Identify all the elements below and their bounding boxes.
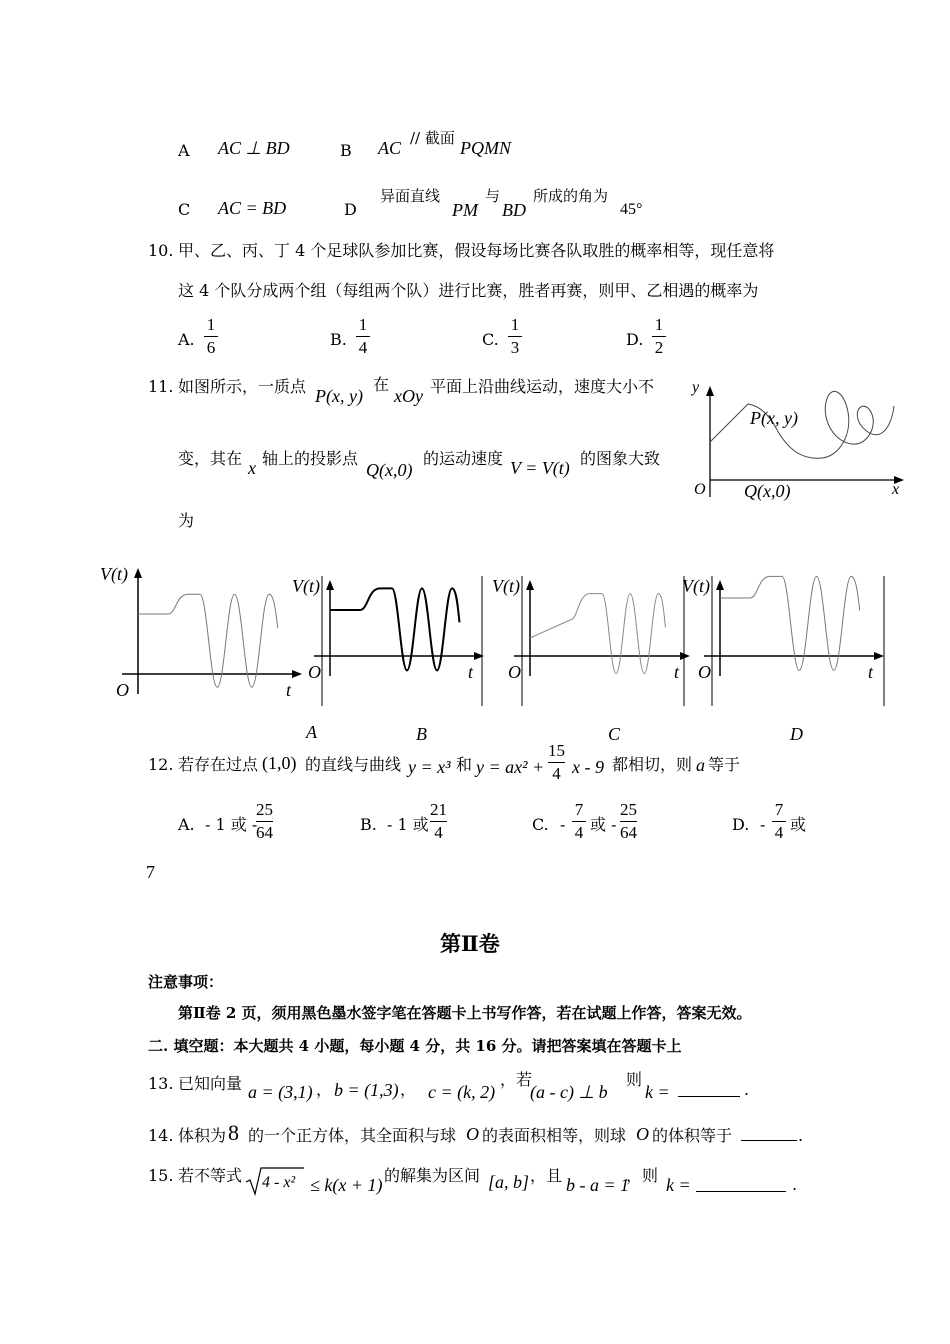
q14-t2: 的一个正方体，其全面积与球	[248, 1126, 457, 1145]
graph-x-arrow	[874, 652, 884, 660]
q11-m1: P(x, y)	[315, 386, 363, 406]
q11-curve	[710, 391, 894, 458]
q12-d-num: 7	[774, 800, 784, 819]
q14-m1: 8	[228, 1120, 239, 1145]
q13-t4: ，若	[500, 1070, 533, 1089]
q11-t5: 轴上的投影点	[262, 449, 359, 468]
graph-x-label: t	[868, 662, 874, 682]
graph-y-arrow	[526, 580, 534, 590]
q9-option-b-label: B	[340, 141, 352, 160]
q12-t1: 若存在过点	[178, 755, 259, 774]
graph-origin-label: O	[308, 662, 321, 682]
q15-t3: ，且	[530, 1166, 563, 1185]
q9-option-b-mid: // 截面	[410, 129, 455, 147]
q12-t2: 的直线与曲线	[305, 755, 402, 774]
q12-b-frac	[430, 801, 447, 842]
q13-m3: c = (k, 2)	[428, 1082, 496, 1102]
q12-a-frac	[256, 801, 273, 842]
q12-m1: (1,0)	[262, 753, 297, 773]
q15-m4: b - a = 1	[566, 1175, 630, 1195]
q12-b-pre: - 1 或	[387, 815, 429, 834]
q13-t5: 则	[626, 1070, 643, 1089]
graph-curve	[530, 594, 665, 674]
graph-x-label: t	[674, 662, 680, 682]
q12-c-num2: 25	[620, 800, 637, 819]
q12-m5: a	[696, 755, 705, 775]
q10-option-fraction	[508, 316, 522, 357]
q10-option-fraction	[356, 316, 370, 357]
graph-origin-label: O	[508, 662, 521, 682]
q14-t3: 的表面积相等，则球	[482, 1126, 627, 1145]
q15-m2: ≤ k(x + 1)	[310, 1175, 383, 1195]
graph-y-arrow	[134, 568, 142, 578]
q9-option-d-val: 45°	[620, 201, 643, 218]
q14-m2: O	[466, 1124, 479, 1144]
q12-a-label: A.	[178, 815, 195, 834]
q11-t2: 在	[373, 375, 390, 394]
q10-option-label: D.	[626, 330, 644, 349]
q11-m2: xOy	[394, 386, 423, 406]
graph-y-label: V(t)	[292, 576, 320, 596]
q15-end: .	[792, 1175, 798, 1194]
q14-end: .	[798, 1126, 804, 1145]
q15-number: 15.	[148, 1166, 174, 1185]
q11-graph-c[interactable]	[490, 574, 690, 744]
q11-fig-q: Q(x,0)	[744, 481, 791, 501]
q11-m3: x	[248, 458, 256, 478]
q13-t2: ，	[316, 1080, 333, 1099]
q11-t3: 平面上沿曲线运动，速度大小不	[430, 377, 655, 396]
graph-option-letter: A	[306, 722, 317, 742]
q9-option-b-post: PQMN	[460, 138, 511, 158]
q15-answer-blank[interactable]	[696, 1177, 786, 1197]
q13-m4: (a - c) ⊥ b	[530, 1082, 608, 1102]
q9-option-d-t1: 异面直线	[380, 187, 441, 205]
graph-y-label: V(t)	[682, 576, 710, 596]
q15-t4: ，则	[626, 1166, 659, 1185]
notice-title: 注意事项：	[148, 973, 224, 991]
q12-t3: 和	[456, 755, 473, 774]
q13-t1: 已知向量	[178, 1074, 243, 1093]
q13-end: .	[744, 1080, 750, 1099]
graph-x-arrow	[680, 652, 690, 660]
q11-graph-b[interactable]	[288, 574, 488, 744]
q12-d-den: 4	[774, 823, 784, 842]
q11-fig-p: P(x, y)	[750, 408, 798, 428]
q11-m4: Q(x,0)	[366, 460, 413, 480]
q12-c-frac1	[572, 801, 586, 842]
q14-m3: O	[636, 1124, 649, 1144]
q12-c-label: C.	[532, 815, 549, 834]
q12-t4: 都相切，则	[612, 755, 693, 774]
q13-m2: b = (1,3)	[334, 1080, 399, 1100]
q12-c-den1: 4	[574, 823, 584, 842]
q10-option-label: C.	[482, 330, 499, 349]
q12-number: 12.	[148, 755, 174, 774]
graph-y-arrow	[716, 580, 724, 590]
q10-option-num: 1	[358, 315, 368, 334]
q10-option-num: 1	[206, 315, 216, 334]
q10-line2: 这 4 个队分成两个组（每组两个队）进行比赛，胜者再赛，则甲、乙相遇的概率为	[178, 281, 759, 300]
q9-option-c-text: AC = BD	[218, 198, 287, 218]
q9-option-d-t3: 所成的角为	[533, 187, 609, 205]
q12-c-frac2	[620, 801, 637, 842]
q15-t2: 的解集为区间	[384, 1166, 481, 1185]
q11-m5: V = V(t)	[510, 458, 570, 478]
graph-option-letter: B	[416, 724, 427, 744]
q12-c-den2: 64	[620, 823, 637, 842]
q10-option-den: 3	[510, 338, 520, 357]
q11-t8: 为	[178, 511, 195, 530]
q11-t6: 的运动速度	[423, 449, 504, 468]
q12-m2: y = x³	[408, 757, 451, 777]
q10-option-fraction	[652, 316, 666, 357]
q11-y-arrow	[706, 386, 714, 396]
q12-fraction	[548, 742, 565, 783]
section-title: 二. 填空题：本大题共 4 小题，每小题 4 分，共 16 分。请把答案填在答题卡上	[148, 1037, 682, 1055]
q12-a-den: 64	[256, 823, 273, 842]
q11-graph-a[interactable]	[98, 558, 317, 742]
q13-t3: ，	[400, 1080, 417, 1099]
q12-t5: 等于	[708, 755, 741, 774]
q10-option-fraction	[204, 316, 218, 357]
q10-option-num: 1	[510, 315, 520, 334]
q11-t4: 变，其在	[178, 449, 243, 468]
q13-m5: k =	[645, 1082, 670, 1102]
q12-c-pre: -	[560, 815, 566, 834]
q11-t1: 如图所示，一质点	[178, 377, 307, 396]
q12-b-num: 21	[430, 800, 447, 819]
q10-option-den: 4	[358, 338, 368, 357]
q12-m4: x - 9	[572, 757, 604, 777]
q10-line1: 甲、乙、丙、丁 4 个足球队参加比赛，假设每场比赛各队取胜的概率相等，现任意将	[178, 241, 775, 260]
q12-a-pre: - 1 或 -	[205, 815, 258, 834]
graph-x-label: t	[286, 680, 292, 700]
graph-origin-label: O	[698, 662, 711, 682]
q11-t7: 的图象大致	[580, 449, 661, 468]
q11-fig-x: x	[892, 481, 900, 498]
q15-m3: [a, b]	[488, 1172, 530, 1192]
part2-title: 第Ⅱ卷	[440, 931, 500, 956]
q11-fig-origin: O	[694, 481, 706, 498]
q9-option-c-label: C	[178, 200, 191, 219]
q9-option-d-label: D	[344, 200, 357, 219]
q13-m1: a = (3,1)	[248, 1082, 313, 1102]
q10-option-den: 2	[654, 338, 664, 357]
q12-d-cont: 7	[146, 862, 155, 882]
graph-origin-label: O	[116, 680, 129, 700]
notice-text: 第Ⅱ卷 2 页，须用黑色墨水签字笔在答题卡上书写作答，若在试题上作答，答案无效。	[178, 1004, 752, 1022]
q9-option-b-pre: AC	[378, 138, 402, 158]
q14-number: 14.	[148, 1126, 174, 1145]
graph-option-letter: D	[790, 724, 803, 744]
graph-curve	[330, 588, 460, 670]
q12-d-post: 或	[790, 815, 807, 834]
q12-b-den: 4	[434, 823, 443, 842]
q15-m5: k =	[666, 1175, 691, 1195]
graph-option-letter: C	[608, 724, 621, 744]
q14-t1: 体积为	[178, 1126, 227, 1145]
q9-option-a-label: A	[178, 141, 190, 160]
q12-c-num1: 7	[574, 800, 584, 819]
q10-number: 10.	[148, 241, 174, 260]
q13-number: 13.	[148, 1074, 174, 1093]
q14-answer-blank[interactable]	[741, 1126, 797, 1146]
q11-graph-d[interactable]	[682, 574, 890, 744]
q13-answer-blank[interactable]	[678, 1082, 740, 1102]
q12-a-num: 25	[256, 800, 273, 819]
q11-fig-y: y	[692, 379, 700, 396]
q12-b-label: B.	[360, 815, 377, 834]
q12-c-mid: 或 -	[590, 815, 617, 834]
q15-m1: 4 - x²	[262, 1174, 296, 1191]
q12-d-pre: -	[760, 815, 766, 834]
q10-option-den: 6	[206, 338, 216, 357]
q10-option-label: A.	[178, 330, 195, 349]
q12-frac-den: 4	[552, 764, 561, 783]
q9-option-d-t2: 与	[485, 187, 501, 205]
graph-y-label: V(t)	[100, 564, 128, 584]
q9-option-d-m1: PM	[452, 200, 478, 220]
q11-trajectory-figure	[680, 372, 910, 502]
q9-option-d-m2: BD	[502, 200, 526, 220]
q9-option-a-text: AC ⊥ BD	[218, 138, 290, 158]
q14-t4: 的体积等于	[652, 1126, 733, 1145]
graph-x-label: t	[468, 662, 474, 682]
q10-option-num: 1	[654, 315, 664, 334]
q12-d-frac	[772, 801, 786, 842]
q10-option-label: B.	[330, 330, 347, 349]
graph-y-label: V(t)	[492, 576, 520, 596]
q12-frac-num: 15	[548, 741, 565, 760]
q12-m3: y = ax² +	[476, 757, 545, 777]
graph-y-arrow	[326, 580, 334, 590]
q11-number: 11.	[148, 377, 174, 396]
q12-d-label: D.	[732, 815, 750, 834]
q15-t1: 若不等式	[178, 1166, 243, 1185]
